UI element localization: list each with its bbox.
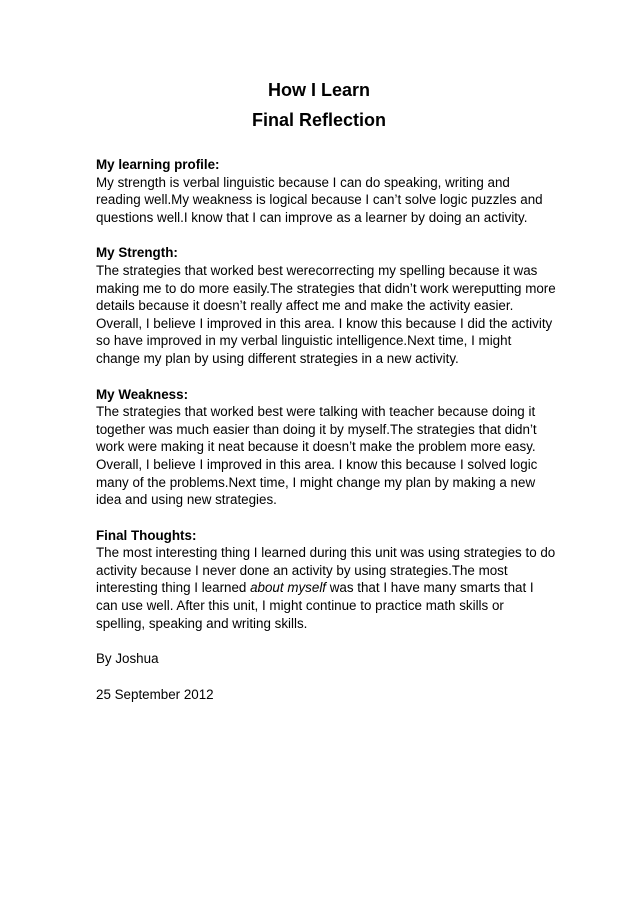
document-body [96, 156, 556, 703]
section-paragraph: The strategies that worked best werecorrecting my spelling because it was making me to do more easily.The strategies that didn’t work wereputting more details because it doesn’t really affect me and make the activity easier. Overall, I believe I improved in this area. I know this because I did the activity so have improved in my verbal linguistic intelligence.Next time, I might change my plan by using different strategies in a new activity. [96, 262, 556, 366]
section-weakness [96, 386, 556, 509]
section-strength [96, 244, 556, 367]
section-learning-profile [96, 156, 556, 226]
paragraph-emphasis: about myself [250, 580, 327, 596]
author-line: By Joshua [96, 651, 159, 667]
section-heading: Final Thoughts: [96, 527, 197, 543]
section-heading: My Weakness: [96, 386, 189, 402]
date-line: 25 September 2012 [96, 686, 214, 702]
section-paragraph: The strategies that worked best were talking with teacher because doing it together was much easier than doing it by myself.The strategies that didn’t work were making it neat because it doesn’t make the problem more easy. Overall, I believe I improved in this area. I know this because I solved logic many of the problems.Next time, I might change my plan by making a new idea and using new strategies. [96, 404, 538, 508]
section-heading: My Strength: [96, 245, 178, 261]
section-paragraph: My strength is verbal linguistic because I can do speaking, writing and reading well.My weakness is logical because I can’t solve logic puzzles and questions well.I know that I can improve as a learner by doing an activity. [96, 174, 543, 225]
page-title: How I Learn [267, 80, 370, 100]
section-heading: My learning profile: [96, 157, 220, 172]
paragraph-text-after: was that I have many smarts that I can use well. After this unit, I might continue to practice math skills or spelling, speaking and writing skills. [96, 580, 534, 631]
section-paragraph [96, 544, 556, 632]
section-final-thoughts [96, 527, 556, 633]
page-subtitle: Final Reflection [251, 110, 386, 130]
paragraph-text-before: The most interesting thing I learned during this unit was using strategies to do activity because I never done an activity by using strategies.The most interesting thing I learned [96, 545, 556, 596]
